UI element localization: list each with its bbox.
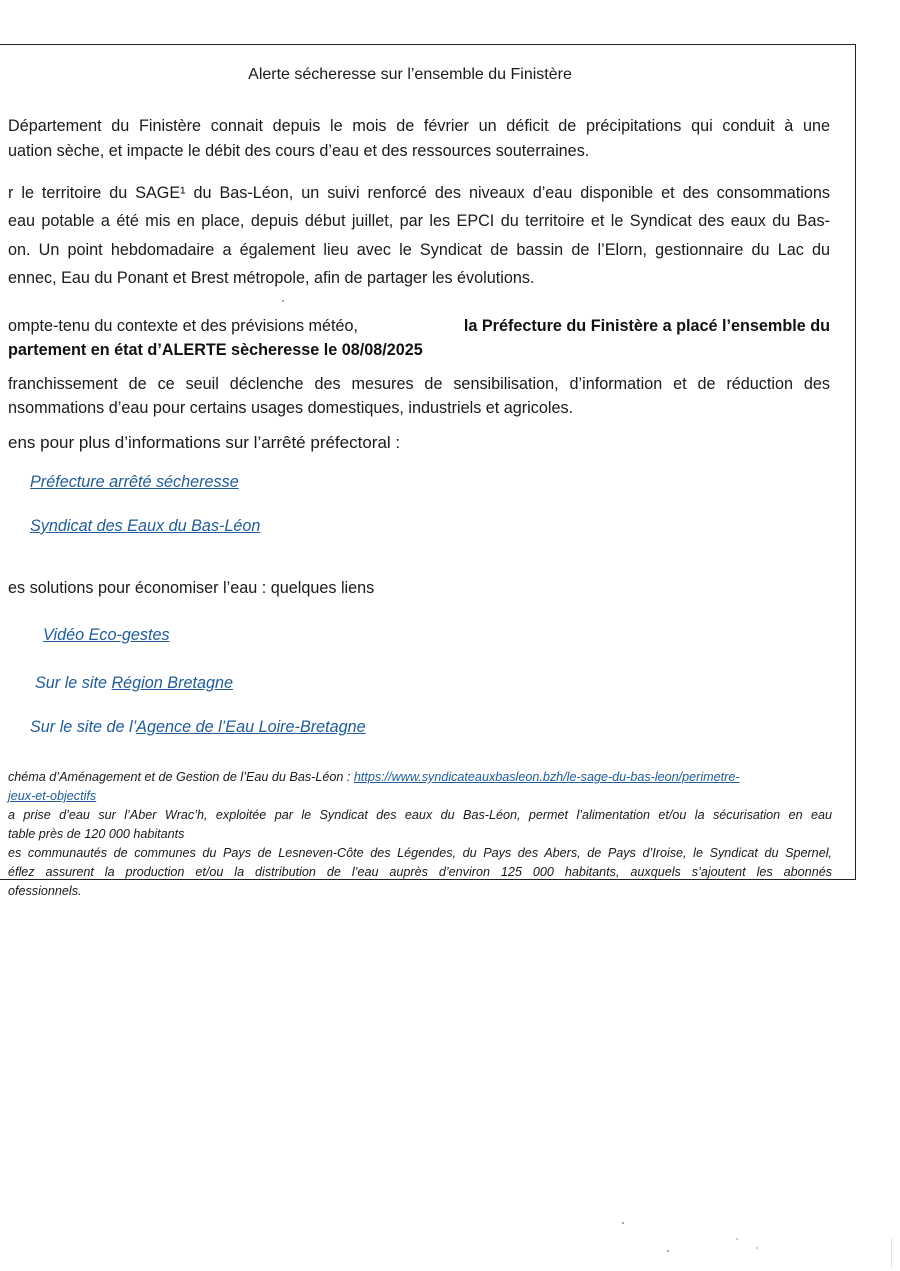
video-eco-gestes-link[interactable]: Vidéo Eco-gestes <box>43 626 170 644</box>
region-bretagne-line <box>35 673 233 693</box>
paragraph-2-line-2: eau potable a été mis en place, depuis début juillet, par les EPCI du territoire et le Syndicat des eaux du Bas- <box>8 212 830 230</box>
footnote-1-link[interactable]: https://www.syndicateauxbasleon.bzh/le-sage-du-bas-leon/perimetre- <box>353 770 740 784</box>
region-prefix: Sur le site <box>35 674 112 692</box>
footnote-2-line-1: a prise d’eau sur l’Aber Wrac’h, exploitée par le Syndicat des eaux du Bas-Léon, permet l’alimentation et/ou la sécurisation en eau <box>8 808 832 822</box>
footnote-3-line-3: ofessionnels. <box>8 884 82 898</box>
prefecture-link[interactable]: Préfecture arrêté sécheresse <box>30 473 239 491</box>
agence-eau-line <box>30 717 366 737</box>
paragraph-1-line-2: uation sèche, et impacte le débit des cours d’eau et des ressources souterraines. <box>8 142 590 160</box>
paragraph-4-line-2: nsommations d’eau pour certains usages domestiques, industriels et agricoles. <box>8 399 574 417</box>
agence-eau-link[interactable]: Agence de l’Eau Loire-Bretagne <box>136 718 366 736</box>
footnote-1-link-cont[interactable]: jeux-et-objectifs <box>8 789 97 803</box>
paragraph-3-line-1 <box>8 316 830 336</box>
paragraph-3-bold-start: la Préfecture du Finistère a placé l’ensemble du <box>463 317 830 335</box>
scan-speck <box>667 1250 669 1252</box>
scan-edge-line <box>891 1238 892 1268</box>
paragraph-2-line-3: on. Un point hebdomadaire a également lieu avec le Syndicat de bassin de l’Elorn, gestionnaire du Lac du <box>8 241 830 259</box>
syndicat-link[interactable]: Syndicat des Eaux du Bas-Léon <box>30 517 261 535</box>
paragraph-3-line-2: partement en état d’ALERTE sècheresse le 08/08/2025 <box>8 341 423 359</box>
scan-speck <box>756 1247 758 1249</box>
region-bretagne-link[interactable]: Région Bretagne <box>111 674 233 692</box>
footnote-3-line-1: es communautés de communes du Pays de Lesneven-Côte des Légendes, du Pays des Abers, de Pays d’Iroise, le Syndicat du Spernel, <box>8 846 832 860</box>
agence-prefix: Sur le site de l’ <box>30 718 137 736</box>
paragraph-1-line-1: Département du Finistère connait depuis le mois de février un déficit de précipitations qui conduit à une <box>8 117 830 135</box>
paragraph-2-line-4: ennec, Eau du Ponant et Brest métropole, afin de partager les évolutions. <box>8 269 535 287</box>
footnote-1-text: chéma d’Aménagement et de Gestion de l’Eau du Bas-Léon : <box>8 770 354 784</box>
content-frame <box>0 44 856 880</box>
paragraph-2-line-1: r le territoire du SAGE¹ du Bas-Léon, un suivi renforcé des niveaux d’eau disponible et des consommations <box>8 184 830 202</box>
footnote-2-line-2: table près de 120 000 habitants <box>8 827 185 841</box>
scan-speck <box>622 1222 624 1224</box>
solutions-heading: es solutions pour économiser l’eau : quelques liens <box>8 579 375 597</box>
scan-speck <box>736 1238 738 1240</box>
footnote-3-line-2: éflez assurent la production et/ou la distribution de l’eau auprès d’environ 125 000 habitants, auxquels s’ajoutent les abonnés <box>8 865 832 879</box>
scan-speck <box>282 300 284 302</box>
footnote-1-line-2 <box>8 787 832 806</box>
links-heading: ens pour plus d’informations sur l’arrêté préfectoral : <box>8 433 401 452</box>
paragraph-4-line-1: franchissement de ce seuil déclenche des mesures de sensibilisation, d’information et de réduction des <box>8 375 830 393</box>
footnote-1-line-1 <box>8 768 832 787</box>
paragraph-3-plain: ompte-tenu du contexte et des prévisions météo, <box>8 317 359 335</box>
page-title: Alerte sécheresse sur l’ensemble du Finistère <box>248 66 572 83</box>
